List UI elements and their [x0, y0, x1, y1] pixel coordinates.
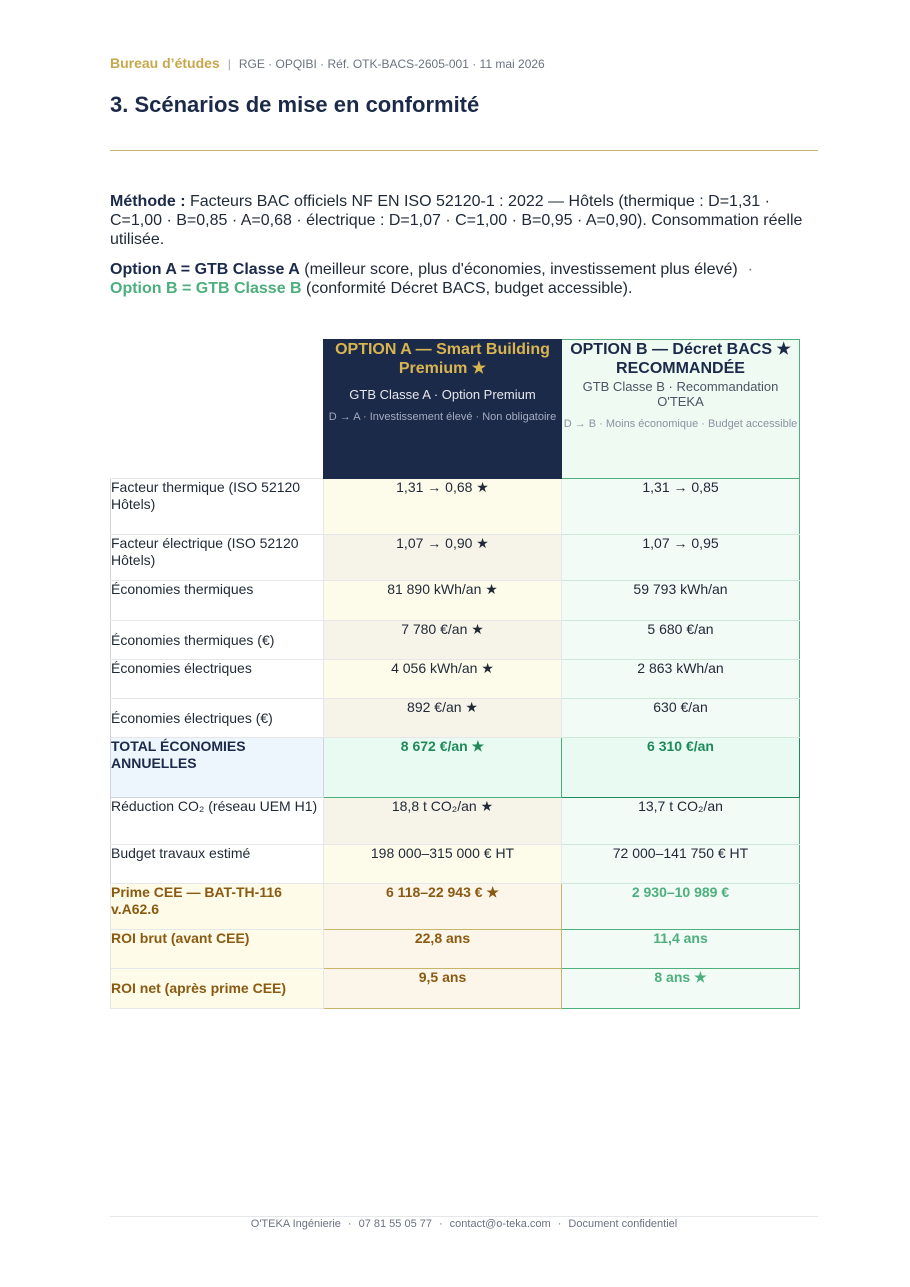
row-label: Budget travaux estimé	[111, 845, 324, 884]
option-b-value: 72 000–141 750 € HT	[562, 845, 800, 884]
header-empty-cell	[111, 340, 324, 479]
option-a-value: 892 €/an ★	[324, 699, 562, 738]
table-row	[111, 621, 800, 660]
footer-separator: ·	[557, 1218, 562, 1230]
total-option-b: 6 310 €/an	[562, 738, 800, 798]
option-a-value: 198 000–315 000 € HT	[324, 845, 562, 884]
option-b-label: Option B = GTB Classe B	[110, 280, 302, 297]
row-label: Facteur électrique (ISO 52120 Hôtels)	[111, 535, 324, 581]
row-label: Économies électriques	[111, 660, 324, 699]
footer-separator: ·	[347, 1218, 352, 1230]
method-paragraph	[110, 192, 810, 249]
option-b-text: (conformité Décret BACS, budget accessible).	[306, 280, 633, 297]
footer-note: Document confidentiel	[568, 1218, 678, 1230]
option-a-value: 81 890 kWh/an ★	[324, 581, 562, 621]
header-separator: |	[227, 57, 231, 71]
option-a-value: 1,31 → 0,68 ★	[324, 479, 562, 535]
option-b-value: 8 ans ★	[562, 969, 800, 1009]
table-row	[111, 699, 800, 738]
option-a-text: (meilleur score, plus d'économies, investissement plus élevé)	[304, 261, 738, 278]
option-a-label: Option A = GTB Classe A	[110, 261, 300, 278]
option-a-note: D → A · Investissement élevé · Non obligatoire	[328, 411, 557, 423]
options-paragraph	[110, 260, 818, 298]
page-footer	[110, 1218, 818, 1230]
row-label: Réduction CO₂ (réseau UEM H1)	[111, 798, 324, 845]
footer-company: O'TEKA Ingénierie	[250, 1218, 341, 1230]
table-header-row	[111, 340, 800, 479]
title-divider	[110, 150, 818, 151]
option-b-value: 1,07 → 0,95	[562, 535, 800, 581]
total-row	[111, 738, 800, 798]
option-b-value: 2 930–10 989 €	[562, 884, 800, 930]
row-label: Facteur thermique (ISO 52120 Hôtels)	[111, 479, 324, 535]
table-row	[111, 479, 800, 535]
table-row	[111, 660, 800, 699]
option-b-value: 13,7 t CO₂/an	[562, 798, 800, 845]
options-separator: ·	[747, 261, 754, 278]
row-label: Prime CEE — BAT-TH-116 v.A62.6	[111, 884, 324, 930]
row-label: Économies électriques (€)	[111, 699, 324, 738]
table-row	[111, 798, 800, 845]
option-a-value: 9,5 ans	[324, 969, 562, 1009]
table-row	[111, 581, 800, 621]
header-meta: RGE · OPQIBI · Réf. OTK-BACS-2605-001 · 11 mai 2026	[238, 57, 545, 71]
table-row	[111, 969, 800, 1009]
option-a-value: 7 780 €/an ★	[324, 621, 562, 660]
table-row	[111, 930, 800, 969]
option-a-value: 4 056 kWh/an ★	[324, 660, 562, 699]
option-b-subtitle: GTB Classe B · Recommandation O'TEKA	[582, 379, 779, 409]
option-a-header	[324, 340, 562, 479]
footer-separator: ·	[439, 1218, 443, 1230]
row-label: Économies thermiques	[111, 581, 324, 621]
brand-name: Bureau d’études	[110, 55, 220, 71]
row-label: ROI brut (avant CEE)	[111, 930, 324, 969]
footer-divider	[110, 1216, 818, 1217]
method-text: Facteurs BAC officiels NF EN ISO 52120-1 : 2022 — Hôtels (thermique : D=1,31 · C=1,00 · B=0,85 · A=0,68 · électrique : D=1,07 · C=1,00 · B=0,95 · A=0,90). Consommation réelle utilisée.	[110, 193, 803, 248]
option-b-value: 59 793 kWh/an	[562, 581, 800, 621]
footer-phone: 07 81 55 05 77	[358, 1218, 432, 1230]
option-b-value: 11,4 ans	[562, 930, 800, 969]
option-a-value: 6 118–22 943 € ★	[324, 884, 562, 930]
option-a-title: OPTION A — Smart Building Premium ★	[335, 341, 550, 377]
footer-email: contact@o-teka.com	[449, 1218, 551, 1230]
option-b-value: 1,31 → 0,85	[562, 479, 800, 535]
option-b-value: 630 €/an	[562, 699, 800, 738]
option-b-note: D → B · Moins économique · Budget accessible	[563, 418, 798, 430]
row-label: Économies thermiques (€)	[111, 621, 324, 660]
row-label: ROI net (après prime CEE)	[111, 969, 324, 1009]
total-label: TOTAL ÉCONOMIES ANNUELLES	[111, 738, 324, 798]
option-a-subtitle: GTB Classe A · Option Premium	[349, 387, 536, 402]
option-a-value: 22,8 ans	[324, 930, 562, 969]
method-label: Méthode :	[110, 193, 186, 210]
option-a-value: 1,07 → 0,90 ★	[324, 535, 562, 581]
table-row	[111, 884, 800, 930]
option-b-title: OPTION B — Décret BACS ★ RECOMMANDÉE	[570, 341, 791, 377]
option-b-value: 5 680 €/an	[562, 621, 800, 660]
option-a-value: 18,8 t CO₂/an ★	[324, 798, 562, 845]
option-b-header	[562, 340, 800, 479]
comparison-table	[110, 339, 800, 1009]
document-header	[110, 55, 818, 71]
total-option-a: 8 672 €/an ★	[324, 738, 562, 798]
option-b-value: 2 863 kWh/an	[562, 660, 800, 699]
table-row	[111, 845, 800, 884]
table-row	[111, 535, 800, 581]
page-title: 3. Scénarios de mise en conformité	[110, 92, 480, 117]
